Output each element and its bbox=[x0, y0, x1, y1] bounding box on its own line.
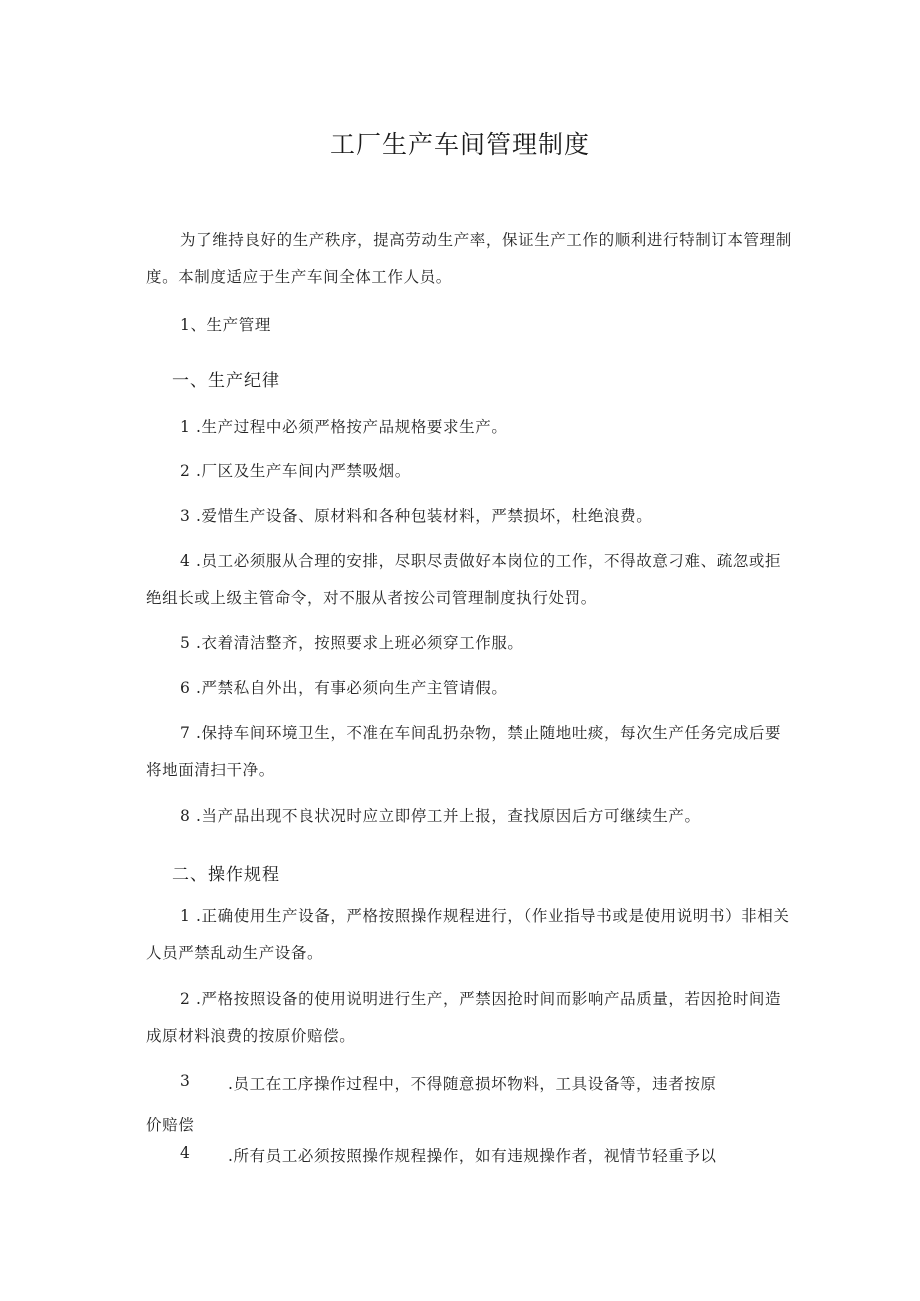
part2-heading: 二、操作规程 bbox=[172, 865, 280, 885]
discipline-item-7: 7 .保持车间环境卫生，不准在车间乱扔杂物，禁止随地吐痰，每次生产任务完成后要将地面清扫干净。 bbox=[146, 724, 782, 779]
procedure-item-3-number: 3 bbox=[180, 1072, 191, 1090]
part1-heading: 一、生产纪律 bbox=[172, 371, 280, 391]
discipline-item-3: 3 .爱惜生产设备、原材料和各种包装材料，严禁损坏，杜绝浪费。 bbox=[180, 507, 653, 525]
procedure-item-4-number: 4 bbox=[180, 1144, 191, 1162]
discipline-item-6: 6 .严禁私自外出，有事必须向生产主管请假。 bbox=[180, 679, 508, 697]
discipline-item-2: 2 .厂区及生产车间内严禁吸烟。 bbox=[180, 462, 411, 480]
procedure-item-1: 1 .正确使用生产设备，严格按照操作规程进行，（作业指导书或是使用说明书）非相关人员严禁乱动生产设备。 bbox=[146, 907, 790, 962]
intro-paragraph: 为了维持良好的生产秩序，提高劳动生产率，保证生产工作的顺利进行特制订本管理制度。本制度适应于生产车间全体工作人员。 bbox=[146, 231, 792, 286]
discipline-item-1: 1 .生产过程中必须严格按产品规格要求生产。 bbox=[180, 418, 508, 436]
procedure-item-3-text: .员工在工序操作过程中，不得随意损坏物料，工具设备等，违者按原 bbox=[228, 1075, 717, 1093]
procedure-item-4-text: .所有员工必须按照操作规程操作，如有违规操作者，视情节轻重予以 bbox=[228, 1147, 717, 1165]
discipline-item-5: 5 .衣着清洁整齐，按照要求上班必须穿工作服。 bbox=[180, 634, 524, 652]
procedure-item-2: 2 .严格按照设备的使用说明进行生产，严禁因抢时间而影响产品质量，若因抢时间造成原材料浪费的按原价赔偿。 bbox=[146, 990, 782, 1045]
discipline-item-4: 4 .员工必须服从合理的安排，尽职尽责做好本岗位的工作，不得故意刁难、疏忽或拒绝组长或上级主管命令，对不服从者按公司管理制度执行处罚。 bbox=[146, 552, 782, 607]
section-label: 1、生产管理 bbox=[180, 316, 271, 334]
procedure-item-3-continuation: 价赔偿 bbox=[146, 1116, 195, 1134]
document-title: 工厂生产车间管理制度 bbox=[329, 130, 590, 159]
discipline-item-8: 8 .当产品出现不良状况时应立即停工并上报，查找原因后方可继续生产。 bbox=[180, 807, 701, 825]
